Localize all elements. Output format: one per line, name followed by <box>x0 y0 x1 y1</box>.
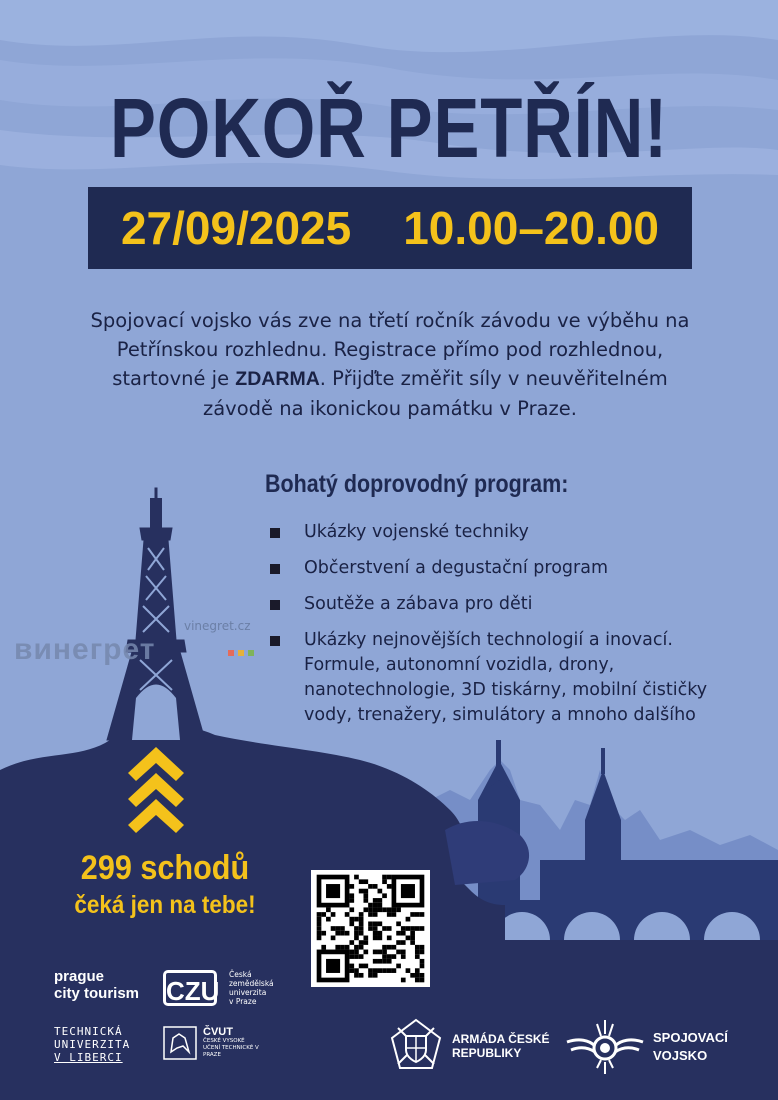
tul-logo <box>54 1025 130 1064</box>
cvut-line1: ČVUT <box>203 1026 233 1038</box>
bullet-square-icon <box>270 528 280 538</box>
prague-city-tourism-logo <box>54 968 139 1002</box>
list-item-text: Ukázky nejnovějších technologií a inovací. Formule, autonomní vozidla, drony, nanotechnologie, 3D tiskárny, mobilní čističky vody, trenažery, simulátory a mnoho dalšího <box>304 630 708 725</box>
tul-line3: V LIBERCI <box>54 1051 123 1064</box>
bullet-square-icon <box>270 600 280 610</box>
cvut-text <box>203 1026 263 1059</box>
qr-code[interactable] <box>311 870 430 987</box>
sv-line1: SPOJOVACÍ <box>653 1030 728 1045</box>
czu-mark: CZU <box>163 970 217 1006</box>
cvut-logo <box>163 1026 259 1064</box>
signal-corps-logo <box>565 1016 728 1082</box>
program-title: Bohatý doprovodný program: <box>265 470 569 498</box>
stairs-headline: 299 schodů <box>80 849 250 887</box>
list-item-text: Soutěže a zábava pro děti <box>304 594 533 614</box>
bullet-square-icon <box>270 636 280 646</box>
czu-line2: zemědělská <box>229 979 274 988</box>
czu-line4: v Praze <box>229 997 257 1006</box>
bullet-square-icon <box>270 564 280 574</box>
tul-line2: UNIVERZITA <box>54 1038 131 1051</box>
army-text <box>452 1032 550 1060</box>
intro-text-before: Spojovací vojsko vás zve na třetí ročník závodu ve výběhu na Petřínskou rozhlednu. Registrace přímo pod rozhlednou, startovné je <box>90 309 690 390</box>
signal-corps-emblem-icon <box>565 1016 645 1078</box>
tul-line1: TECHNICKÁ <box>54 1025 123 1038</box>
list-item-text: Občerstvení a degustační program <box>304 558 608 578</box>
army-emblem-icon <box>388 1018 444 1074</box>
intro-paragraph <box>84 306 696 423</box>
stairs-subline: čeká jen na tebe! <box>74 891 256 919</box>
czu-text <box>229 970 299 1006</box>
page-title: POKOŘ PETŘÍN! <box>110 81 668 175</box>
chevron-up-icon <box>126 745 186 835</box>
army-line2: REPUBLIKY <box>452 1046 522 1060</box>
cvut-lion-icon <box>163 1026 197 1060</box>
list-item <box>268 556 748 581</box>
stairs-callout <box>40 848 290 922</box>
watermark-text: винегрет <box>14 633 156 666</box>
czu-line3: univerzita <box>229 988 267 997</box>
program-list <box>268 520 748 739</box>
cvut-line2: ČESKÉ VYSOKÉ UČENÍ TECHNICKÉ V PRAZE <box>203 1038 259 1058</box>
list-item <box>268 628 748 728</box>
list-item <box>268 520 748 545</box>
intro-highlight: ZDARMA <box>235 368 320 390</box>
army-cz-logo <box>388 1018 550 1078</box>
qr-code-icon <box>311 870 430 987</box>
army-line1: ARMÁDA ČESKÉ <box>452 1032 550 1046</box>
pct-line1: prague <box>54 968 105 985</box>
pct-line2: city tourism <box>54 985 140 1002</box>
list-item-text: Ukázky vojenské techniky <box>304 522 529 542</box>
watermark-dots-icon <box>228 648 268 658</box>
list-item <box>268 592 748 617</box>
event-time: 10.00–20.00 <box>403 202 660 254</box>
intro-text-after: . Přijďte změřit síly v neuvěřitelném závodě na ikonickou památku v Praze. <box>203 367 668 420</box>
signal-corps-text <box>653 1029 728 1065</box>
sv-line2: VOJSKO <box>653 1048 708 1063</box>
czu-line1: Česká <box>229 970 252 979</box>
date-time-banner <box>88 187 692 269</box>
event-date: 27/09/2025 <box>120 202 352 254</box>
watermark-url: vinegret.cz <box>184 619 251 633</box>
